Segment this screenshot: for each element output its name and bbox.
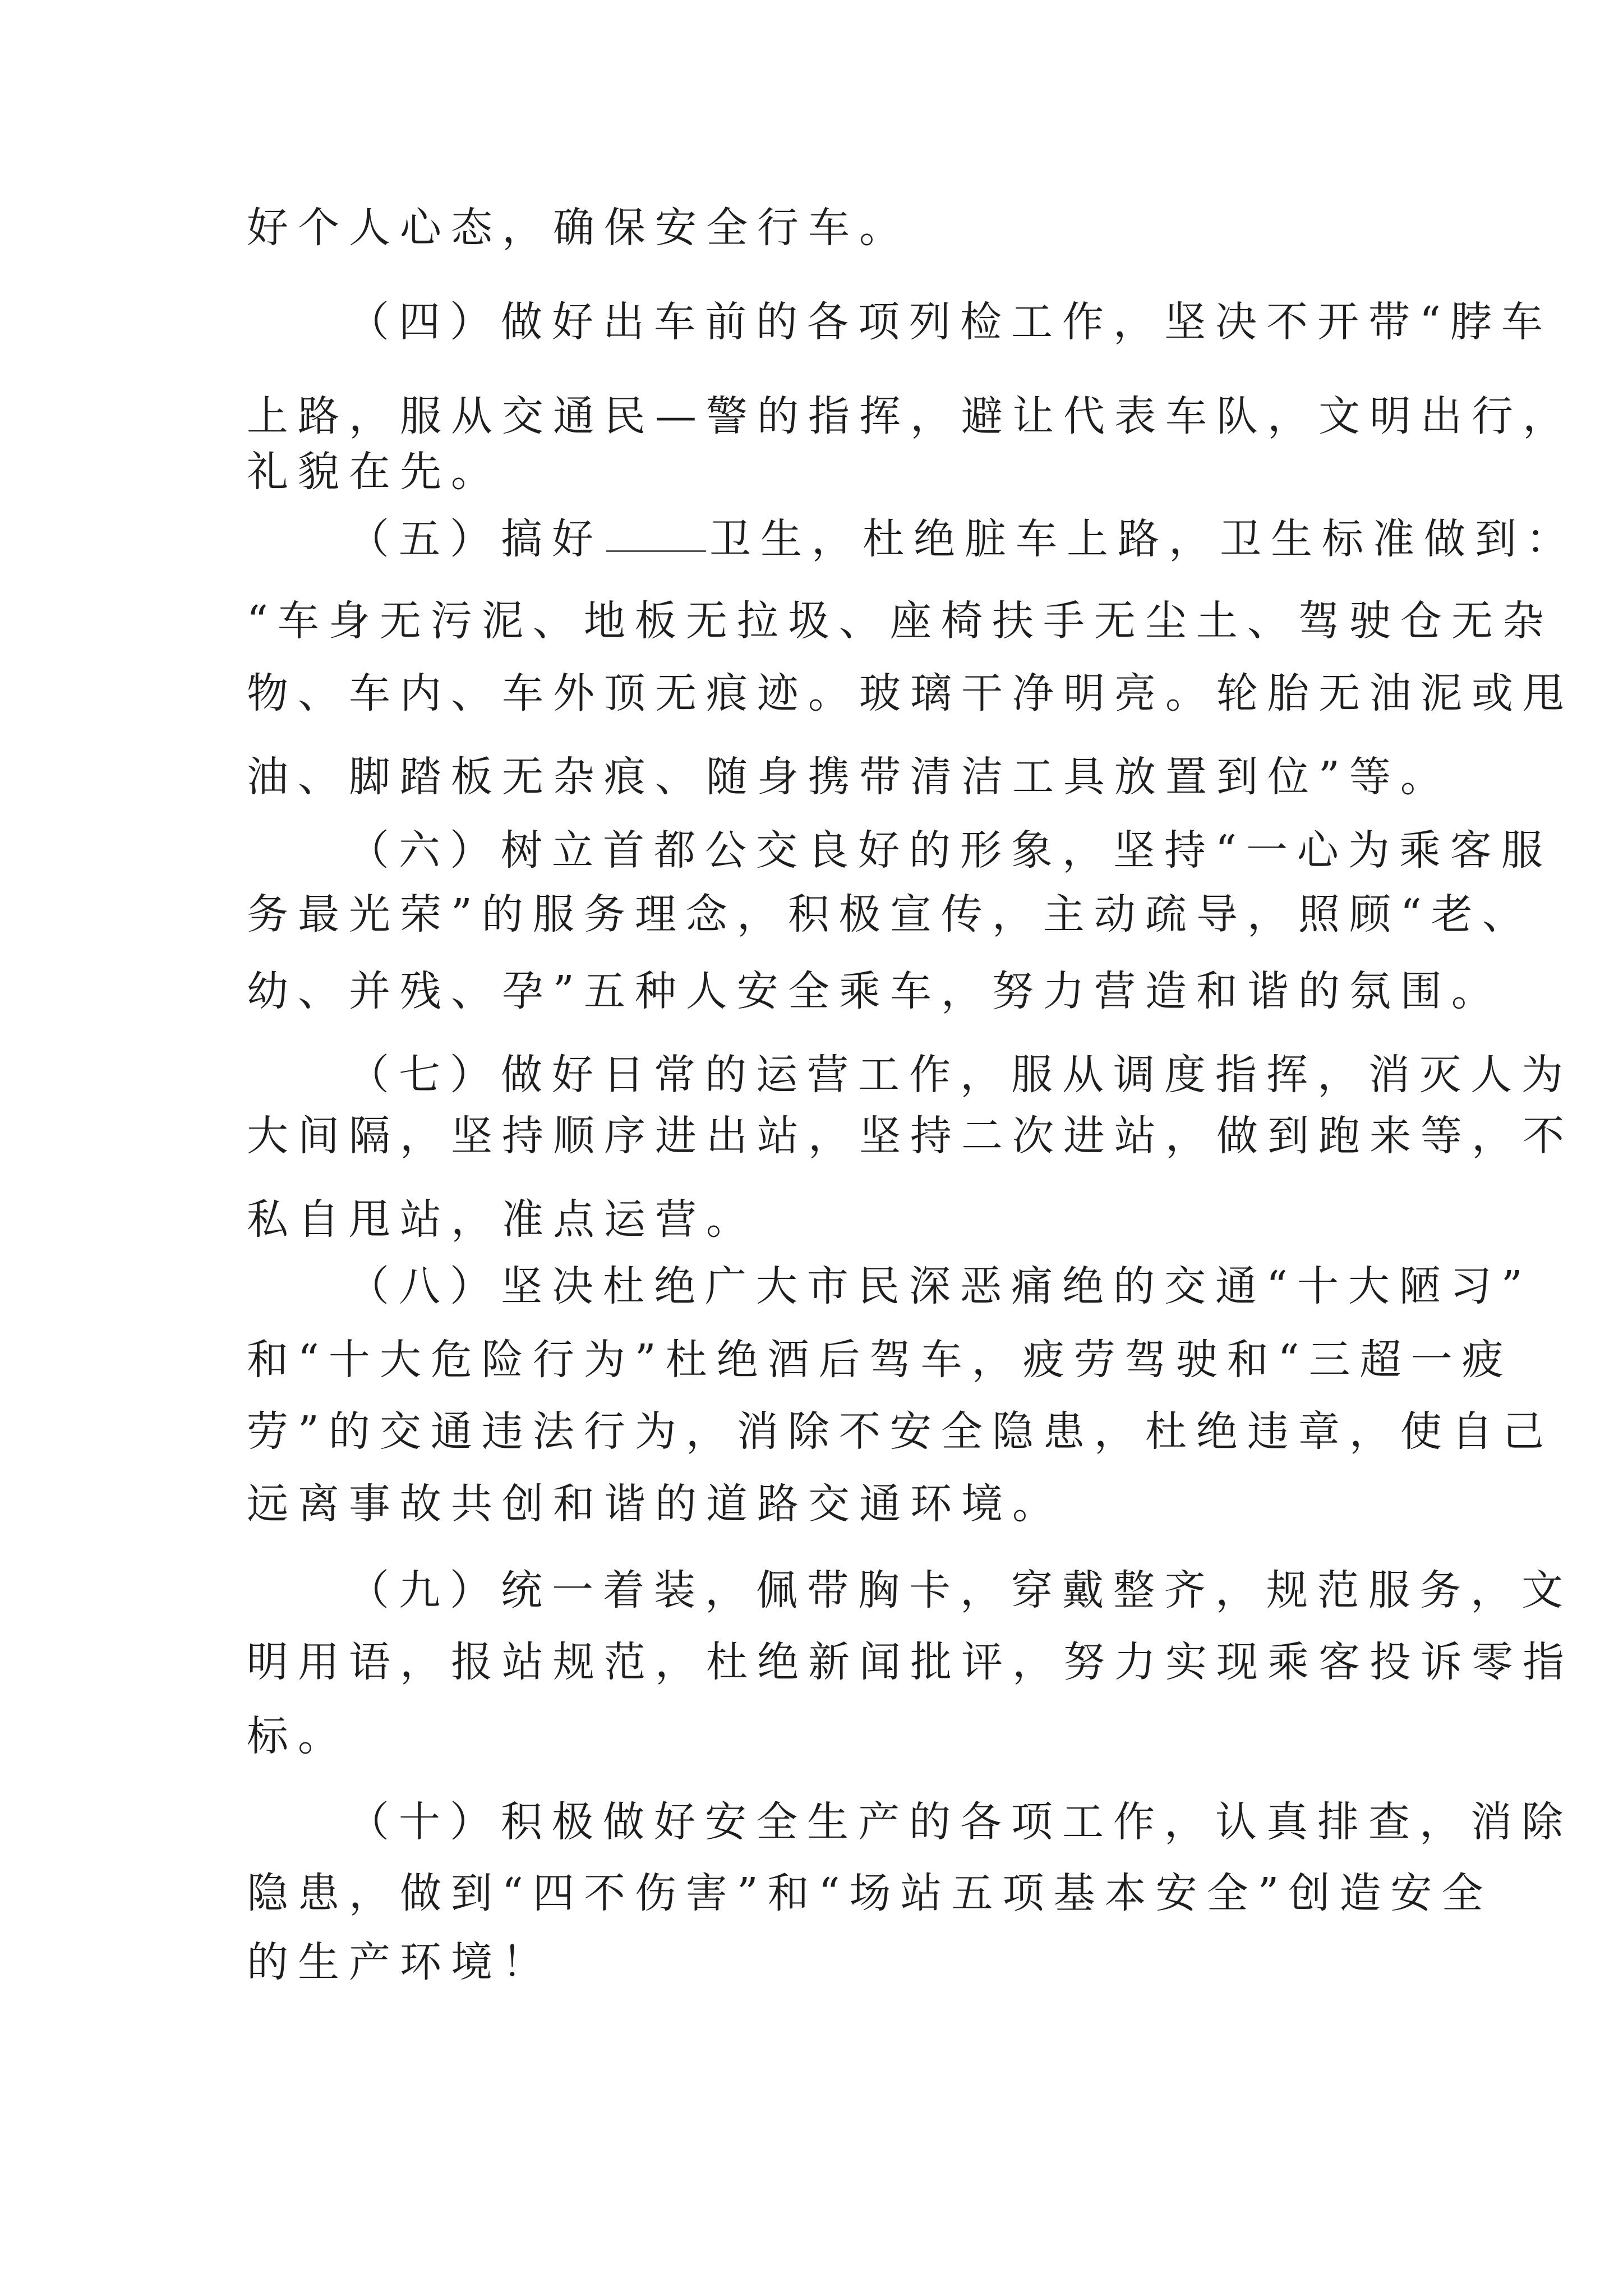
text-line: 上路，服从交通民—警的指挥，避让代表车队，文明出行， [247, 392, 1574, 440]
text-line: 物、车内、车外顶无痕迹。玻璃干净明亮。轮胎无油泥或甩 [247, 669, 1574, 717]
text-line: 劳”的交通违法行为，消除不安全隐患，杜绝违章，使自己 [247, 1407, 1553, 1456]
text-line: 私自甩站，准点运营。 [247, 1195, 757, 1244]
fill-in-blank [606, 511, 706, 552]
text-line: 隐患，做到“四不伤害”和“场站五项基本安全”创造安全 [247, 1869, 1493, 1917]
text-line: 务最光荣”的服务理念，积极宣传，主动疏导，照顾“老、 [247, 890, 1533, 938]
text-line: 明用语，报站规范，杜绝新闻批评，努力实现乘客投诉零指 [247, 1638, 1574, 1686]
text-line: 幼、并残、孕”五种人安全乘车，努力营造和谐的氛围。 [247, 967, 1502, 1015]
paragraph-5-lead: （五）搞好 [348, 515, 603, 563]
paragraph-6-line-1: （六）树立首都公交良好的形象，坚持“一心为乘客服 [348, 826, 1552, 875]
text-line: 远离事故共创和谐的道路交通环境。 [247, 1480, 1063, 1528]
text-line: 油、脚踏板无杂痕、随身携带清洁工具放置到位”等。 [247, 753, 1451, 801]
text-line: 大间隔，坚持顺序进出站，坚持二次进站，做到跑来等，不 [247, 1112, 1574, 1160]
text-line: 好个人心态，确保安全行车。 [247, 204, 910, 252]
paragraph-9-line-1: （九）统一着装，佩带胸卡，穿戴整齐，规范服务，文 [348, 1566, 1573, 1614]
paragraph-8-line-1: （八）坚决杜绝广大市民深恶痛绝的交通“十大陋习” [348, 1262, 1532, 1310]
paragraph-10-line-1: （十）积极做好安全生产的各项工作，认真排查，消除 [348, 1798, 1573, 1846]
text-line: 标。 [247, 1712, 349, 1760]
text-line: “车身无污泥、地板无拉圾、座椅扶手无尘土、驾驶仓无杂 [247, 597, 1553, 645]
paragraph-5-line-1 [348, 511, 1577, 567]
text-line: 的生产环境！ [247, 1938, 553, 1986]
paragraph-5-rest: 卫生，杜绝脏车上路，卫生标准做到： [709, 515, 1577, 563]
paragraph-4-line-1: （四）做好出车前的各项列检工作，坚决不开带“脖车 [348, 298, 1552, 346]
text-line: 礼貌在先。 [247, 448, 502, 496]
paragraph-7-line-1: （七）做好日常的运营工作，服从调度指挥，消灭人为 [348, 1051, 1573, 1099]
text-line: 和“十大危险行为”杜绝酒后驾车，疲劳驾驶和“三超一疲 [247, 1336, 1513, 1384]
